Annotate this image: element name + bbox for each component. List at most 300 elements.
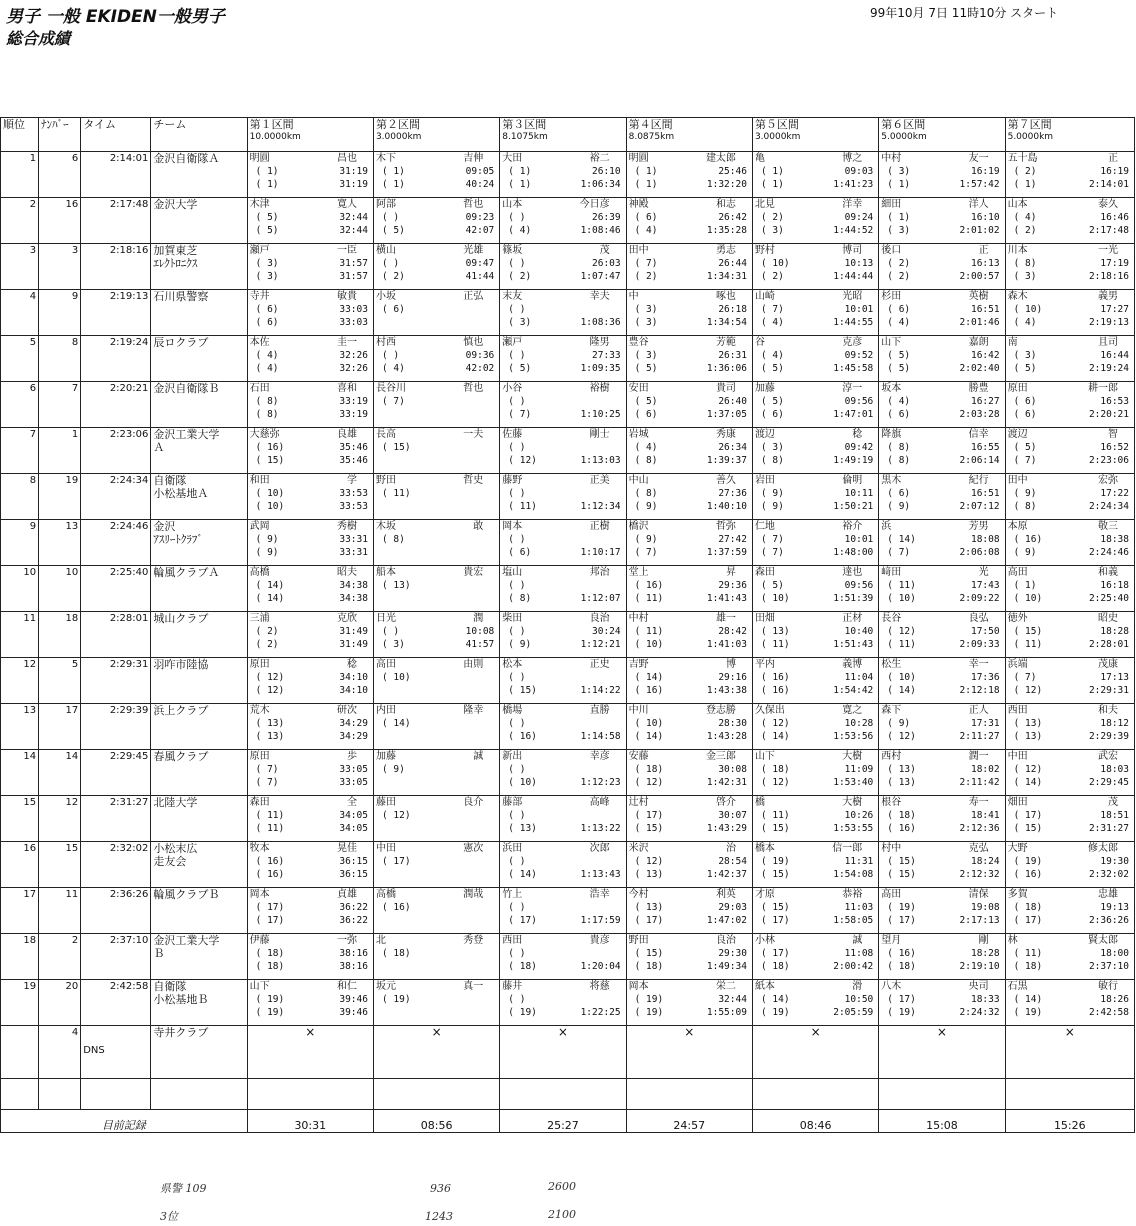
leg-rank: ( 13): [255, 718, 285, 729]
cumulative-line: [881, 500, 1002, 513]
cumulative-time: 1:06:34: [580, 179, 621, 190]
runner-given-name: 達也: [842, 567, 863, 578]
cumulative-time: 1:53:55: [833, 823, 874, 834]
leg-time: 16:46: [1100, 212, 1129, 223]
cumulative-rank: ( 3): [508, 317, 532, 328]
runner-given-name: 克欣: [336, 613, 357, 624]
cumulative-rank: ( 14): [508, 869, 537, 880]
cumulative-time: 2:29:31: [1088, 685, 1129, 696]
team-name: [151, 152, 247, 198]
runner-given-name: 正史: [589, 659, 610, 670]
cumulative-line: [629, 684, 750, 697]
runner: [755, 382, 876, 395]
leg-rank: ( 4): [1013, 212, 1037, 223]
leg-time: 36:22: [339, 902, 368, 913]
leg-rank: ( 18): [1013, 902, 1043, 913]
cumulative-line: [881, 224, 1002, 237]
leg-rank: ( 12): [381, 810, 411, 821]
leg-line: [629, 487, 750, 500]
leg-cell: [879, 980, 1005, 1026]
cumulative-rank: ( 10): [1013, 593, 1043, 604]
cumulative-time: 2:19:10: [959, 961, 1000, 972]
team-line: 小松基地Ａ: [153, 487, 209, 500]
runner-given-name: 誠: [473, 751, 484, 762]
leg-time: 18:51: [1100, 810, 1129, 821]
cumulative-rank: ( 17): [760, 915, 790, 926]
cumulative-line: [881, 408, 1002, 421]
leg-rank: ( ): [508, 810, 526, 821]
cumulative-time: 42:02: [465, 363, 495, 374]
rank: 7: [1, 428, 39, 474]
leg-line: [502, 809, 623, 822]
leg-cell: [752, 750, 878, 796]
runner-given-name: 次郎: [589, 843, 610, 854]
leg-cell: [247, 198, 373, 244]
runner-given-name: 潤: [473, 613, 484, 624]
runner: [629, 290, 750, 303]
leg-line: [629, 395, 750, 408]
page-subtitle: 総合成績: [6, 29, 71, 48]
leg-time: 33:19: [339, 396, 368, 407]
cumulative-rank: ( 12): [634, 777, 664, 788]
leg-rank: ( ): [508, 304, 526, 315]
runner-given-name: 信一郎: [832, 843, 863, 854]
team-name: [151, 796, 247, 842]
leg-rank: ( 8): [255, 396, 279, 407]
leg-cell: [626, 658, 752, 704]
runner-surname: 田中: [1007, 475, 1028, 486]
cumulative-line: [881, 454, 1002, 467]
runner-given-name: 正: [978, 245, 989, 256]
cumulative-line: [502, 224, 623, 237]
rank: 8: [1, 474, 39, 520]
total-time: 2:29:45: [81, 750, 151, 796]
cumulative-time: 2:23:06: [1088, 455, 1129, 466]
runner-given-name: 雄一: [715, 613, 736, 624]
leg-rank: ( ): [508, 534, 526, 545]
runner-surname: 根谷: [881, 797, 902, 808]
cumulative-rank: ( 17): [255, 915, 285, 926]
leg-cell: [500, 382, 626, 428]
rank: 4: [1, 290, 39, 336]
leg-line: [376, 165, 497, 178]
cumulative-time: 1:53:56: [833, 731, 874, 742]
cumulative-time: 1:14:22: [580, 685, 621, 696]
runner-given-name: 歩: [346, 751, 357, 762]
runner: [502, 934, 623, 947]
cumulative-rank: ( 12): [508, 455, 537, 466]
leg-line: [755, 855, 876, 868]
cumulative-time: 1:44:55: [833, 317, 874, 328]
cumulative-line: [250, 592, 371, 605]
runner-surname: 瀬戸: [502, 337, 523, 348]
cumulative-rank: ( 7): [887, 547, 911, 558]
team-line: 走友会: [153, 855, 187, 868]
leg-line: [1008, 533, 1132, 546]
leg-time: 09:05: [465, 166, 495, 177]
cumulative-line: [629, 638, 750, 651]
team-line: 金沢自衛隊Ｂ: [153, 382, 220, 395]
leg-line: [376, 671, 497, 684]
runner: [502, 152, 623, 165]
runner-given-name: 晃佳: [336, 843, 357, 854]
cumulative-rank: ( 13): [508, 823, 537, 834]
runner-given-name: 良治: [589, 613, 610, 624]
leg-line: [250, 533, 371, 546]
leg-rank: ( ): [508, 350, 526, 361]
cumulative-rank: ( 1): [255, 179, 279, 190]
runner-given-name: 吉伸: [463, 153, 484, 164]
leg-rank: ( ): [508, 902, 526, 913]
runner: [755, 198, 876, 211]
runner-given-name: 清保: [968, 889, 989, 900]
leg-cell: [626, 152, 752, 198]
cumulative-line: [629, 178, 750, 191]
leg-time: 32:26: [339, 350, 368, 361]
leg-rank: ( 13): [634, 902, 664, 913]
total-time: 2:14:01: [81, 152, 151, 198]
cumulative-time: 1:10:17: [580, 547, 621, 558]
runner: [755, 934, 876, 947]
runner: [1008, 382, 1132, 395]
cumulative-rank: ( 4): [255, 363, 279, 374]
leg-rank: ( 13): [760, 626, 790, 637]
runner: [629, 198, 750, 211]
runner-surname: 高橋: [375, 889, 396, 900]
leg-time: 31:57: [339, 258, 368, 269]
runner-surname: 柴田: [502, 613, 523, 624]
cumulative-line: [755, 500, 876, 513]
cumulative-rank: ( 2): [760, 271, 784, 282]
leg-line: [881, 257, 1002, 270]
runner: [755, 566, 876, 579]
runner-given-name: 嘉朗: [968, 337, 989, 348]
cumulative-time: 2:36:26: [1088, 915, 1129, 926]
leg-cell: [879, 566, 1005, 612]
section-name: 第５区間: [754, 118, 799, 131]
dns-mark: ×: [500, 1026, 626, 1079]
cumulative-time: 33:03: [339, 317, 368, 328]
rank: 12: [1, 658, 39, 704]
runner-given-name: 敏行: [1098, 981, 1118, 992]
record-value: 25:27: [500, 1110, 626, 1133]
runner-surname: 松本: [502, 659, 523, 670]
cumulative-time: 2:06:14: [959, 455, 1000, 466]
cumulative-rank: ( 5): [760, 363, 784, 374]
cumulative-time: 1:13:22: [580, 823, 621, 834]
cumulative-line: [1008, 454, 1132, 467]
runner: [1008, 336, 1132, 349]
runner: [755, 888, 876, 901]
cumulative-line: [629, 546, 750, 559]
leg-cell: [373, 198, 499, 244]
cumulative-time: 34:29: [339, 731, 368, 742]
cumulative-time: 1:41:03: [706, 639, 747, 650]
total-time: 2:23:06: [81, 428, 151, 474]
leg-cell: [752, 382, 878, 428]
leg-time: 16:13: [970, 258, 1000, 269]
leg-rank: ( 11): [760, 810, 790, 821]
cumulative-rank: ( 8): [255, 409, 279, 420]
cumulative-rank: ( 6): [634, 409, 658, 420]
leg-time: 34:38: [339, 580, 368, 591]
cumulative-rank: ( 9): [508, 639, 532, 650]
cumulative-time: 2:03:28: [959, 409, 1000, 420]
cumulative-rank: ( 17): [508, 915, 537, 926]
cumulative-time: 2:12:36: [959, 823, 1000, 834]
runner: [881, 980, 1002, 993]
runner: [1008, 934, 1132, 947]
runner-given-name: 稔: [346, 659, 357, 670]
cumulative-line: [881, 178, 1002, 191]
runner-surname: 西田: [1007, 705, 1028, 716]
result-row: [1, 336, 1135, 382]
leg-rank: ( ): [508, 396, 526, 407]
team-name: [151, 290, 247, 336]
leg-line: [502, 211, 623, 224]
runner-given-name: 一弥: [336, 935, 357, 946]
leg-cell: [373, 474, 499, 520]
leg-time: 18:24: [970, 856, 1000, 867]
cumulative-line: [502, 408, 623, 421]
cumulative-line: [376, 638, 497, 651]
runner-surname: 大慈弥: [249, 429, 280, 440]
runner-surname: 野村: [754, 245, 775, 256]
cumulative-line: [1008, 960, 1132, 973]
team-name: [151, 566, 247, 612]
leg-cell: [373, 750, 499, 796]
leg-time: 17:22: [1100, 488, 1129, 499]
runner: [502, 796, 623, 809]
runner: [250, 520, 371, 533]
result-row: [1, 290, 1135, 336]
team-line: ｴﾚｸﾄﾛﾆｸｽ: [153, 257, 198, 270]
runner-given-name: 勇志: [715, 245, 736, 256]
cumulative-time: 40:24: [465, 179, 495, 190]
runner-surname: 橋本: [754, 843, 775, 854]
leg-cell: [373, 612, 499, 658]
cumulative-time: 2:31:27: [1088, 823, 1129, 834]
cumulative-time: 1:42:31: [706, 777, 747, 788]
runner: [376, 244, 497, 257]
leg-cell: [752, 980, 878, 1026]
leg-rank: ( 2): [760, 212, 784, 223]
cumulative-line: [629, 960, 750, 973]
runner: [376, 198, 497, 211]
cumulative-time: 33:53: [339, 501, 368, 512]
runner: [250, 382, 371, 395]
leg-cell: [373, 888, 499, 934]
leg-time: 18:03: [1100, 764, 1129, 775]
runner: [502, 750, 623, 763]
runner-surname: 北: [375, 935, 386, 946]
cumulative-rank: ( 12): [255, 685, 285, 696]
runner: [629, 796, 750, 809]
leg-rank: ( 19): [760, 856, 790, 867]
runner: [881, 566, 1002, 579]
runner-surname: 岡本: [502, 521, 523, 532]
cumulative-time: 1:13:03: [580, 455, 621, 466]
cumulative-rank: ( 16): [1013, 869, 1043, 880]
leg-time: 16:44: [1100, 350, 1129, 361]
leg-time: 29:16: [718, 672, 747, 683]
runner: [376, 290, 497, 303]
runner-given-name: 由則: [463, 659, 484, 670]
leg-rank: ( 6): [634, 212, 658, 223]
runner: [881, 888, 1002, 901]
leg-cell: [373, 336, 499, 382]
cumulative-rank: ( 13): [887, 777, 916, 788]
cumulative-line: [502, 546, 623, 559]
leg-line: [376, 395, 497, 408]
leg-cell: [500, 336, 626, 382]
cumulative-time: 1:49:19: [833, 455, 874, 466]
cumulative-rank: ( 11): [255, 823, 285, 834]
leg-line: [881, 717, 1002, 730]
cumulative-time: 2:06:08: [959, 547, 1000, 558]
leg-cell: [879, 750, 1005, 796]
runner-surname: 高田: [375, 659, 396, 670]
cumulative-rank: ( 7): [1013, 455, 1037, 466]
runner-surname: 木津: [249, 199, 270, 210]
leg-line: [376, 441, 497, 454]
leg-line: [502, 763, 623, 776]
leg-line: [881, 579, 1002, 592]
bib-number: 2: [39, 934, 81, 980]
team-line: 小松基地Ｂ: [153, 993, 209, 1006]
record-value: 30:31: [247, 1110, 373, 1133]
cumulative-time: 2:37:10: [1088, 961, 1129, 972]
cumulative-rank: ( 1): [634, 179, 658, 190]
leg-rank: ( 16): [634, 580, 664, 591]
total-time: 2:19:24: [81, 336, 151, 382]
cumulative-time: 33:05: [339, 777, 368, 788]
leg-cell: [626, 520, 752, 566]
record-value: 08:46: [752, 1110, 878, 1133]
team-name: [151, 888, 247, 934]
runner-given-name: 真一: [463, 981, 484, 992]
leg-time: 16:55: [970, 442, 1000, 453]
leg-cell: [626, 382, 752, 428]
col-section-1: [247, 118, 373, 152]
runner: [250, 750, 371, 763]
team-line: 自衛隊: [153, 474, 187, 487]
runner: [376, 428, 497, 441]
cumulative-line: [629, 362, 750, 375]
leg-line: [629, 257, 750, 270]
runner-given-name: 茂: [1108, 797, 1118, 808]
cumulative-time: 1:47:01: [833, 409, 874, 420]
leg-line: [376, 809, 497, 822]
cumulative-rank: ( 8): [634, 455, 658, 466]
leg-cell: [879, 382, 1005, 428]
cumulative-time: 2:01:02: [959, 225, 1000, 236]
cumulative-line: [755, 270, 876, 283]
leg-cell: [1005, 980, 1134, 1026]
runner: [502, 474, 623, 487]
leg-time: 18:28: [1100, 626, 1129, 637]
leg-line: [1008, 487, 1132, 500]
cumulative-rank: ( 7): [255, 777, 279, 788]
leg-cell: [752, 796, 878, 842]
cumulative-rank: ( 2): [634, 271, 658, 282]
leg-rank: ( 4): [887, 396, 911, 407]
runner-surname: 森木: [1007, 291, 1028, 302]
runner-given-name: 芳範: [715, 337, 736, 348]
cumulative-line: [1008, 684, 1132, 697]
leg-rank: ( ): [508, 488, 526, 499]
runner: [250, 658, 371, 671]
leg-time: 17:27: [1100, 304, 1129, 315]
leg-rank: ( 4): [255, 350, 279, 361]
leg-rank: ( 19): [255, 994, 285, 1005]
leg-line: [755, 257, 876, 270]
runner: [629, 474, 750, 487]
col-section-6: [879, 118, 1005, 152]
runner-surname: 伊藤: [249, 935, 270, 946]
runner-given-name: 昇: [725, 567, 736, 578]
runner-given-name: 直勝: [589, 705, 610, 716]
leg-cell: [373, 566, 499, 612]
cumulative-rank: ( 17): [634, 915, 664, 926]
leg-rank: ( 15): [634, 948, 664, 959]
leg-cell: [1005, 934, 1134, 980]
leg-line: [376, 947, 497, 960]
section-distance: 8.0875km: [628, 132, 675, 142]
leg-time: 26:39: [592, 212, 621, 223]
col-bib: ﾅﾝﾊﾞｰ: [39, 118, 81, 152]
runner-surname: 山本: [502, 199, 523, 210]
runner-surname: 辻村: [628, 797, 649, 808]
runner: [502, 842, 623, 855]
cumulative-time: 33:31: [339, 547, 368, 558]
leg-cell: [500, 428, 626, 474]
runner-surname: 安藤: [628, 751, 649, 762]
runner: [755, 842, 876, 855]
leg-time: 16:27: [970, 396, 1000, 407]
leg-line: [881, 395, 1002, 408]
total-time: 2:25:40: [81, 566, 151, 612]
leg-rank: ( 16): [1013, 534, 1043, 545]
leg-time: 18:02: [970, 764, 1000, 775]
runner: [629, 658, 750, 671]
leg-rank: ( 1): [887, 212, 911, 223]
cumulative-time: 1:43:28: [706, 731, 747, 742]
runner-given-name: 正樹: [589, 521, 610, 532]
runner-given-name: 登志勝: [705, 705, 736, 716]
cumulative-time: 1:43:38: [706, 685, 747, 696]
leg-rank: ( 3): [760, 442, 784, 453]
leg-rank: ( 16): [887, 948, 916, 959]
leg-cell: [1005, 750, 1134, 796]
cumulative-rank: ( 6): [1013, 409, 1037, 420]
cumulative-rank: ( 6): [760, 409, 784, 420]
leg-line: [376, 579, 497, 592]
leg-cell: [1005, 566, 1134, 612]
leg-cell: [247, 842, 373, 888]
leg-rank: ( 16): [381, 902, 411, 913]
cumulative-rank: ( 8): [760, 455, 784, 466]
total-time: 2:29:39: [81, 704, 151, 750]
cumulative-rank: ( 3): [760, 225, 784, 236]
rank: 17: [1, 888, 39, 934]
total-time: 2:37:10: [81, 934, 151, 980]
col-rank: 順位: [1, 118, 39, 152]
leg-rank: ( 15): [381, 442, 411, 453]
team-line: 羽咋市陸協: [153, 658, 209, 671]
leg-time: 09:56: [844, 396, 874, 407]
runner-surname: 佐藤: [502, 429, 523, 440]
